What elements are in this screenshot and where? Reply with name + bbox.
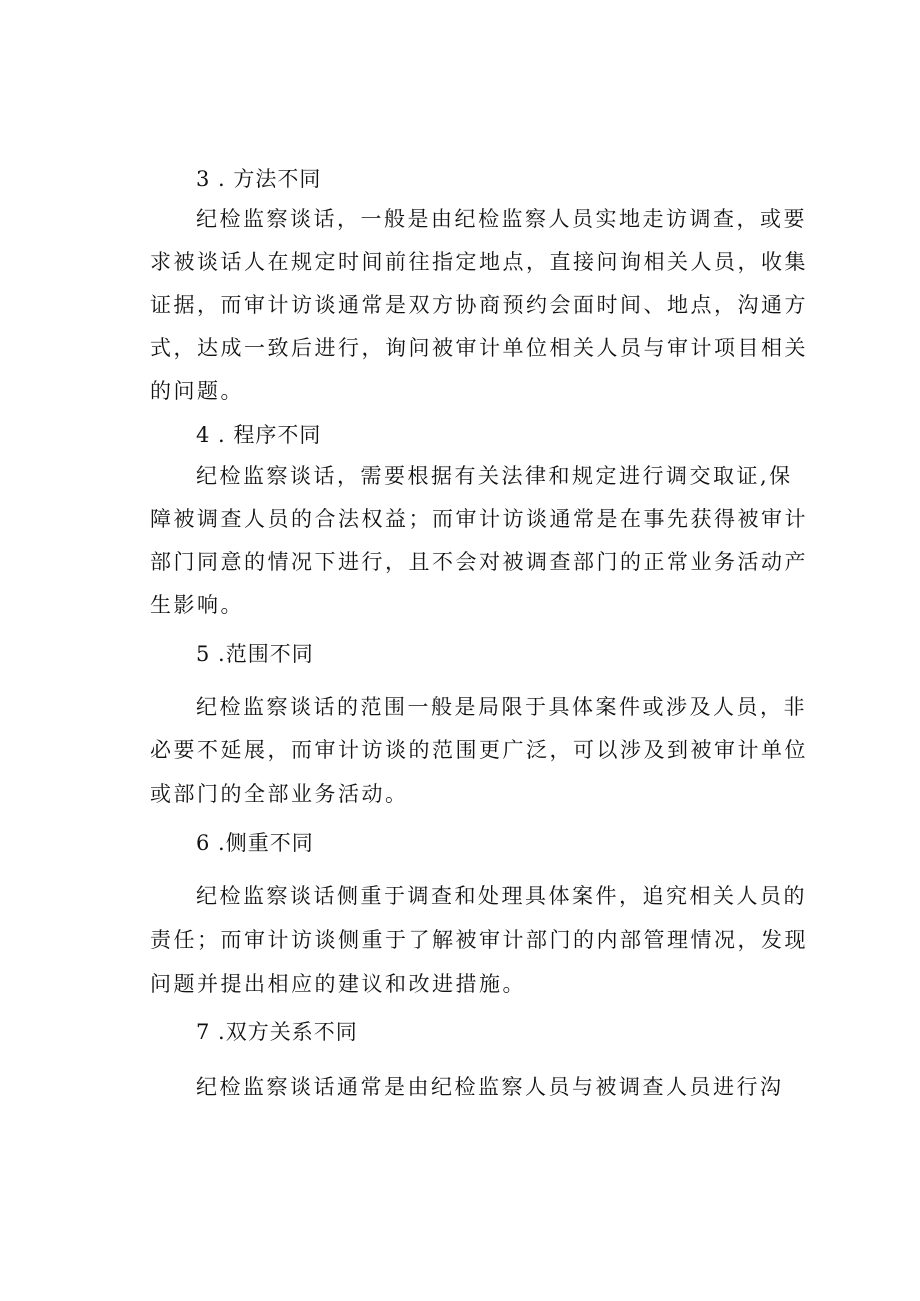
paragraph-line: 责任；而审计访谈侧重于了解被审计部门的内部管理情况，发现: [150, 928, 808, 952]
section-heading: 4 . 程序不同: [196, 423, 322, 447]
paragraph-line: 生影响。: [150, 593, 244, 617]
paragraph-line: 纪检监察谈话的范围一般是局限于具体案件或涉及人员，非: [196, 695, 807, 719]
paragraph-line: 纪检监察谈话侧重于调查和处理具体案件，追究相关人员的: [196, 884, 807, 908]
paragraph-line: 或部门的全部业务活动。: [150, 782, 409, 806]
section-heading: 6 .侧重不同: [196, 831, 314, 855]
section-heading: 3 . 方法不同: [196, 167, 322, 191]
section-heading: 5 .范围不同: [196, 642, 314, 666]
paragraph-line: 纪检监察谈话，一般是由纪检监察人员实地走访调查，或要: [196, 207, 807, 231]
paragraph-line: 障被调查人员的合法权益；而审计访谈通常是在事先获得被审计: [150, 507, 808, 531]
paragraph-line: 求被谈话人在规定时间前往指定地点，直接问询相关人员，收集: [150, 250, 808, 274]
paragraph-line: 问题并提出相应的建议和改进措施。: [150, 972, 526, 996]
paragraph-line: 式，达成一致后进行，询问被审计单位相关人员与审计项目相关: [150, 336, 808, 360]
section-heading: 7 .双方关系不同: [196, 1020, 358, 1044]
paragraph-line: 纪检监察谈话，需要根据有关法律和规定进行调交取证,保: [196, 464, 793, 488]
paragraph-line: 证据，而审计访谈通常是双方协商预约会面时间、地点，沟通方: [150, 293, 808, 317]
paragraph-line: 的问题。: [150, 379, 244, 403]
paragraph-line: 纪检监察谈话通常是由纪检监察人员与被调查人员进行沟: [196, 1075, 784, 1099]
paragraph-line: 部门同意的情况下进行，且不会对被调查部门的正常业务活动产: [150, 550, 808, 574]
paragraph-line: 必要不延展，而审计访谈的范围更广泛，可以涉及到被审计单位: [150, 738, 808, 762]
